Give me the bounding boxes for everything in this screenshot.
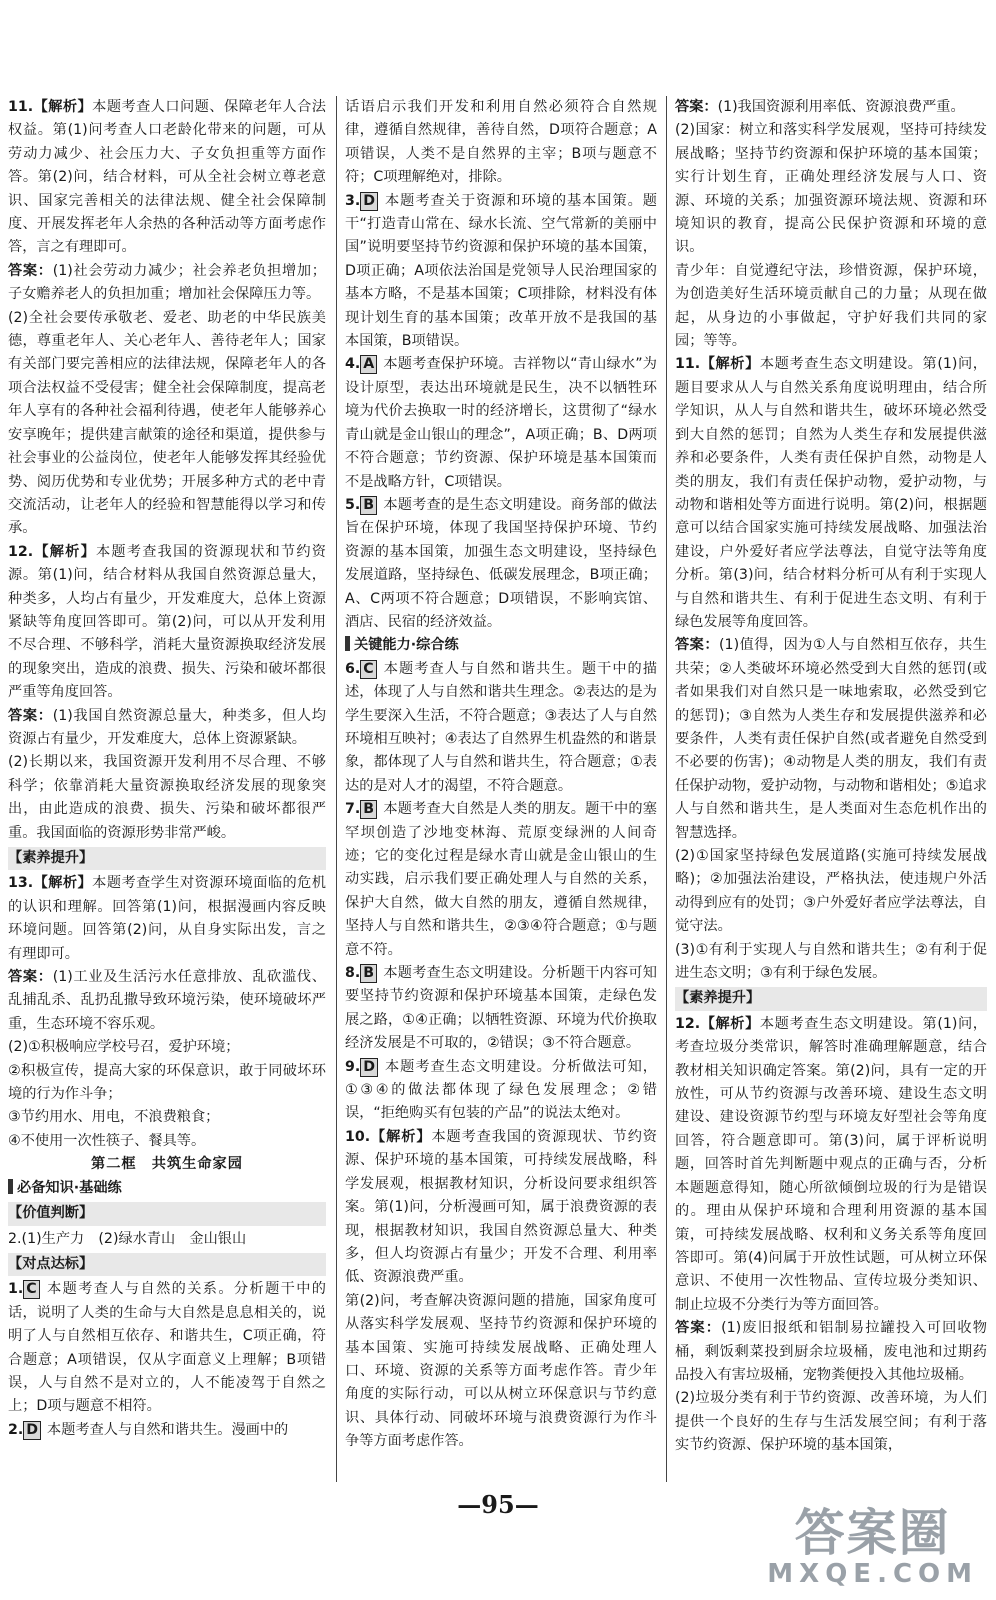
paragraph-label: 12.【解析】 (8, 543, 97, 560)
column-divider (336, 96, 337, 1482)
question-number: 9. (345, 1058, 361, 1075)
paragraph-text: 本题考查学生对资源环境面临的危机的认识和理解。回答第(1)问，根据漫画内容反映环境问题。回答第(2)问，从自身实际出发，言之有理即可。 (8, 875, 326, 962)
choice-explanation: 本题考查大自然是人类的朋友。题干中的塞罕坝创造了沙地变林海、荒原变绿洲的人间奇迹；它的变化过程是绿水青山就是金山银山的生动实践，启示我们要正确处理人与自然的关系，保护大自然，做大自然的朋友，遵循自然规律，坚持人与自然和谐共生，②③④符合题意；①与题意不符。 (345, 801, 657, 958)
paragraph (675, 634, 987, 845)
paragraph-text: (1)值得，因为①人与自然相互依存，共生共荣；②人类破坏环境必然受到大自然的惩罚(或者如果我们对自然只是一味地索取，必然受到它的惩罚)；③自然为人类生存和发展提供滋养和必要条件，人类有责任保护自然(或者避免自然受到不必要的伤害)；④动物是人类的朋友，我们有责任保护动物，爱护动物，与动物和谐相处；⑤追求人与自然和谐共生，是人类面对生态危机作出的智慧选择。 (675, 637, 987, 841)
paragraph-text: (1)社会劳动力减少；社会养老负担增加；子女赡养老人的负担加重；增加社会保障压力等。 (8, 262, 326, 303)
section-heading: 【素养提升】 (675, 987, 987, 1010)
section-bar-label: 必备知识·基础练 (17, 1179, 122, 1196)
paragraph: ③节约用水、用电，不浪费粮食； (8, 1109, 220, 1126)
choice-answer (345, 190, 657, 354)
question-number: 3. (345, 192, 361, 209)
section-bar-heading (8, 1177, 326, 1200)
question-number: 2. (8, 1421, 24, 1438)
paragraph-label: 13.【解析】 (8, 875, 93, 892)
choice-explanation: 本题考查人与自然的关系。分析题干中的话，说明了人类的生命与大自然是息息相关的，说明了人与自然相互依存、和谐共生，C项正确，符合题意；A项错误，仅从字面意义上理解；B项错误，人与自然不是对立的，人不能凌驾于自然之上；D项与题意不相符。 (8, 1281, 326, 1415)
page-number: —95— (457, 1490, 539, 1519)
paragraph-label: 答案： (8, 707, 53, 724)
paragraph-label: 12.【解析】 (675, 1015, 760, 1032)
paragraph: (2)垃圾分类有利于节约资源、改善环境，为人们提供一个良好的生存与生活发展空间；有利于落实节约资源、保护环境的基本国策， (675, 1390, 987, 1454)
answer-badge: B (360, 800, 377, 819)
paragraph: (2)①国家坚持绿色发展道路(实施可持续发展战略)；②加强法治建设，严格执法，使违规户外活动得到应有的处罚；③户外爱好者应学法尊法，自觉守法。 (675, 848, 987, 935)
watermark-sub: MXQE.COM (767, 1559, 978, 1589)
question-number: 4. (345, 356, 361, 373)
paragraph: (2)全社会要传承敬老、爱老、助老的中华民族美德，尊重老年人、关心老年人、善待老年人；国家有关部门要完善相应的法律法规，保障老年人的各项合法权益不受侵害；健全社会保障制度，提高老年人享有的各种社会福利待遇，使老年人能够养心安享晚年；提供建言献策的途径和渠道，提供参与社会事业的公益岗位，使老年人能够发挥其经验优势、阅历优势和专业优势；开展多种方式的老中青交流活动，让老年人的经验和智慧能得以学习和传承。 (8, 309, 326, 537)
choice-answer (345, 798, 657, 962)
paragraph-label: 11.【解析】 (675, 356, 760, 373)
paragraph-label: 答案： (8, 969, 53, 986)
paragraph-text: 本题考查生态文明建设。第(1)问，题目要求从人与自然关系角度说明理由，结合所学知识，从人与自然和谐共生，破坏环境必然受到大自然的惩罚；自然为人类生存和发展提供滋养和必要条件，人类有责任保护自然，动物是人类的朋友，我们有责任保护动物，爱护动物，与动物和谐相处等方面进行说明。第(2)问，根据题意可以结合国家实施可持续发展战略、加强法治建设，户外爱好者应学法尊法，自觉守法等角度分析。第(3)问，结合材料分析可从有利于实现人与自然和谐共生、有利于促进生态文明、有利于绿色发展等角度回答。 (675, 356, 987, 630)
paragraph (8, 966, 326, 1036)
paragraph-text: 本题考查我国的资源现状和节约资源。第(1)问，结合材料从我国自然资源总量大，种类多，人均占有量少，开发难度大，总体上资源紧缺等角度回答即可。第(2)问，可以从开发利用不尽合理、不够科学，消耗大量资源换取经济发展的现象突出，造成的浪费、损失、污染和破坏都很严重等角度回答。 (8, 543, 326, 701)
section-bar-label: 关键能力·综合练 (354, 637, 459, 654)
choice-explanation: 本题考查的是生态文明建设。商务部的做法旨在保护环境，体现了我国坚持保护环境、节约资源的基本国策，加强生态文明建设，坚持绿色发展道路，坚持绿色、低碳发展理念，B项正确；A、C两项不符合题意；D项错误，不影响宾馆、酒店、民宿的经济效益。 (345, 496, 657, 630)
paragraph (8, 260, 326, 307)
choice-answer (8, 1278, 326, 1418)
paragraph (8, 96, 326, 260)
question-number: 6. (345, 660, 361, 677)
choice-answer (345, 962, 657, 1056)
watermark-logo (767, 1506, 978, 1588)
paragraph: (3)①有利于实现人与自然和谐共生；②有利于促进生态文明；③有利于绿色发展。 (675, 941, 987, 982)
paragraph: 第(2)问，考查解决资源问题的措施，国家角度可从落实科学发展观、坚持节约资源和保护环境的基本国策、实施可持续发展战略、正确处理人口、环境、资源的关系等方面考虑作答。青少年角度的实际行动，可以从树立环保意识与节约意识、具体行动、同破坏环境与浪费资源行为作斗争等方面考虑作答。 (345, 1292, 657, 1450)
paragraph (8, 541, 326, 705)
choice-explanation: 本题考查人与自然和谐共生。漫画中的 (47, 1421, 289, 1438)
paragraph: 青少年：自觉遵纪守法，珍惜资源，保护环境，为创造美好生活环境贡献自己的力量；从现在做起，从身边的小事做起，守护好我们共同的家园；等等。 (675, 262, 987, 350)
answer-badge: B (360, 496, 377, 515)
choice-explanation: 本题考查保护环境。吉祥物以“青山绿水”为设计原型，表达出环境就是民生，决不以牺牲环境为代价去换取一时的经济增长，这贯彻了“绿水青山就是金山银山的理念”，A项正确；B、D两项不符合题意；节约资源、保护环境是基本国策而不是战略方针，C项错误。 (345, 356, 657, 490)
paragraph-text: 本题考查我国的资源现状、节约资源、保护环境的基本国策，可持续发展战略，科学发展观，根据教材知识，分析设问要求组织答案。第(1)问，分析漫画可知，属于浪费资源的表现，根据教材知识，我国自然资源总量大、种类多，但人均资源占有量少；开发不合理、利用率低、资源浪费严重。 (345, 1128, 657, 1286)
answer-badge: D (360, 192, 378, 211)
paragraph-text: 本题考查生态文明建设。第(1)问，考查垃圾分类常识，解答时准确理解题意，结合教材相关知识确定答案。第(2)问，具有一定的开放性，可从节约资源与改善环境、建设生态文明建设、建设资源节约型与环境友好型社会等角度回答，符合题意即可。第(3)问，属于评析说明题，回答时首先判断题中观点的正确与否，分析本题题意得知，随心所欲倾倒垃圾的行为是错误的。理由从保护环境和合理利用资源的基本国策，可持续发展战略、权利和义务关系等角度回答即可。第(4)问属于开放性试题，可从树立环保意识、不使用一次性物品、宣传垃圾分类知识、制止垃圾不分类行为等方面回答。 (675, 1015, 987, 1313)
paragraph (675, 1317, 987, 1387)
choice-answer (345, 353, 657, 493)
paragraph: 话语启示我们开发和利用自然必须符合自然规律，遵循自然规律，善待自然，D项符合题意；A项错误，人类不是自然界的主宰；B项与题意不符；C项理解绝对，排除。 (345, 99, 657, 186)
paragraph (675, 1013, 987, 1317)
section-heading: 【素养提升】 (8, 847, 326, 870)
section-bar-heading (345, 634, 657, 657)
choice-explanation: 本题考查人与自然和谐共生。题干中的描述，体现了人与自然和谐共生理念。②表达的是为学生要深入生活，不符合题意；③表达了人与自然环境相互映衬；④表达了自然界生机盎然的和谐景象，都体现了人与自然和谐共生，符合题意；①表达的是对人才的渴望，不符合题意。 (345, 660, 657, 794)
answer-badge: A (360, 355, 377, 374)
paragraph-label: 答案： (675, 637, 720, 654)
paragraph-text: (1)废旧报纸和铝制易拉罐投入可回收物桶，剩饭剩菜投到厨余垃圾桶，废电池和过期药品投入有害垃圾桶，宠物粪便投入其他垃圾桶。 (675, 1320, 987, 1383)
choice-answer (345, 494, 657, 634)
choice-explanation: 本题考查生态文明建设。分析题干内容可知要坚持节约资源和保护环境基本国策，走绿色发展之路，①④正确；以牺牲资源、环境为代价换取经济发展是不可取的，②错误；③不符合题意。 (345, 965, 657, 1052)
paragraph (675, 96, 987, 119)
column-middle (345, 96, 657, 1482)
answer-badge: C (360, 660, 376, 679)
choice-answer (345, 1056, 657, 1126)
paragraph: (2)①积极响应学校号召，爱护环境； (8, 1039, 240, 1056)
question-number: 8. (345, 965, 361, 982)
paragraph (675, 353, 987, 634)
paragraph: 2.(1)生产力 (2)绿水青山 金山银山 (8, 1230, 247, 1247)
paragraph-label: 11.【解析】 (8, 99, 93, 115)
paragraph: ④不使用一次性筷子、餐具等。 (8, 1132, 206, 1149)
paragraph (8, 705, 326, 752)
paragraph-text: (1)我国资源利用率低、资源浪费严重。 (717, 99, 965, 115)
choice-answer (345, 658, 657, 798)
paragraph-label: 答案： (675, 99, 718, 115)
choice-explanation: 本题考查关于资源和环境的基本国策。题干“打造青山常在、绿水长流、空气常新的美丽中国”说明要坚持节约资源和保护环境的基本国策，D项正确；A项依法治国是党领导人民治理国家的基本方略，不是基本国策；C项排除，材料没有体现计划生育的基本国策；改革开放不是我国的基本国策，B项错误。 (345, 192, 657, 350)
section-title: 第二框 共筑生命家园 (91, 1156, 243, 1173)
section-heading: 【对点达标】 (8, 1253, 326, 1276)
column-right (675, 96, 987, 1482)
paragraph-label: 答案： (8, 262, 53, 279)
paragraph (345, 1126, 657, 1290)
paragraph (8, 872, 326, 966)
paragraph: (2)国家：树立和落实科学发展观，坚持可持续发展战略；坚持节约资源和保护环境的基本国策；实行计划生育，正确处理经济发展与人口、资源、环境的关系；加强资源环境法规、资源和环境知识的教育，提高公民保护资源和环境的意识。 (675, 122, 987, 256)
column-left (8, 96, 326, 1482)
column-divider (666, 96, 667, 1482)
question-number: 7. (345, 801, 361, 818)
paragraph-text: (1)我国自然资源总量大，种类多，但人均资源占有量少，开发难度大，总体上资源紧缺。 (8, 707, 326, 747)
paragraph-text: (1)工业及生活污水任意排放、乱砍滥伐、乱捕乱杀、乱扔乱撒导致环境污染，使环境破坏严重，生态环境不容乐观。 (8, 969, 326, 1032)
section-bar-marker (8, 1179, 13, 1194)
paragraph-label: 10.【解析】 (345, 1128, 432, 1145)
answer-badge: B (360, 964, 377, 983)
answer-badge: D (360, 1058, 378, 1077)
paragraph-text: 本题考查人口问题、保障老年人合法权益。第(1)问考查人口老龄化带来的问题，可从劳动力减少、社会压力大、子女负担重等方面作答。第(2)问，结合材料，可从全社会树立尊老意识、国家完善相关的法律法规、健全社会保障制度、开展发挥老年人余热的各种活动等方面考虑作答，言之有理即可。 (8, 99, 326, 256)
choice-explanation: 本题考查生态文明建设。分析做法可知，①③④的做法都体现了绿色发展理念；②错误，“拒绝购买有包装的产品”的说法太绝对。 (345, 1058, 657, 1122)
section-heading: 【价值判断】 (8, 1202, 326, 1225)
answer-badge: C (23, 1280, 39, 1299)
paragraph-label: 答案： (675, 1320, 722, 1337)
section-bar-marker (345, 636, 350, 651)
answer-badge: D (23, 1421, 41, 1440)
question-number: 1. (8, 1281, 24, 1298)
paragraph: (2)长期以来，我国资源开发利用不尽合理、不够科学；依靠消耗大量资源换取经济发展的现象突出，由此造成的浪费、损失、污染和破坏都很严重。我国面临的资源形势非常严峻。 (8, 754, 326, 841)
choice-answer (8, 1419, 326, 1442)
paragraph: ②积极宣传，提高大家的环保意识，敢于同破坏环境的行为作斗争； (8, 1062, 326, 1103)
watermark-main: 答案圈 (794, 1504, 951, 1562)
question-number: 5. (345, 496, 361, 513)
